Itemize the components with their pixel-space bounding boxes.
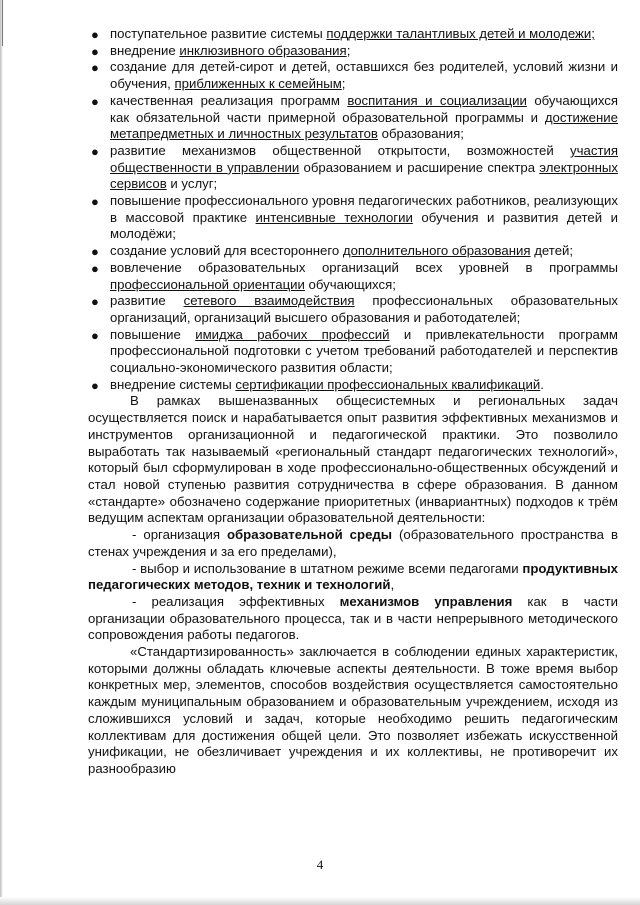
- list-item-text: повышение: [110, 326, 196, 342]
- aspect-text: ,: [390, 577, 395, 593]
- paragraph-standardization: «Стандартизированность» заключается в соблюдении единых характеристик, которыми должны обладать ключевые аспекты деятельности. В тоже время выбор конкретных мер, элементов, способов воздействия осуществляется самостоятельно каждым муниципальным образованием и образовательным учреждением, исходя из сложившихся условий и задач, которые необходимо решить педагогическим коллективам для достижения общей цели. Это позволяет избежать искусственной унификации, не обезличивает учреждения и их коллективы, не противоречит их разнообразию: [88, 644, 618, 776]
- underlined-text: приближенных к семейным: [174, 76, 342, 92]
- underlined-text: участия общественности в управлении: [110, 142, 618, 175]
- underlined-text: электронных сервисов: [110, 159, 618, 192]
- list-item: [88, 59, 618, 92]
- bullet-icon: ●: [91, 294, 99, 310]
- page-content: [88, 26, 618, 778]
- list-item-text: детей;: [530, 243, 574, 259]
- aspect-text: - выбор и использование в штатном режиме всеми педагогами: [132, 560, 523, 576]
- bullet-list: [88, 26, 618, 393]
- list-item-text: развитие механизмов общественной открытости, возможностей: [110, 142, 571, 158]
- list-item: [88, 377, 618, 394]
- list-item-text: повышение профессионального уровня педагогических работников, реализующих в массовой практике: [110, 193, 618, 225]
- list-item: [88, 327, 618, 377]
- list-item-text: .: [540, 376, 544, 392]
- underlined-text: сетевого взаимодействия: [183, 293, 355, 309]
- aspect-text: - реализация эффективных: [132, 593, 340, 609]
- list-item-text: образования;: [377, 126, 464, 142]
- underlined-text: достижение метапредметных и личностных результатов: [110, 109, 618, 142]
- list-item-text: и привлекательности программ профессиональной подготовки с учетом требований работодателей и перспектив социально-экономического развития области;: [110, 326, 618, 376]
- underlined-text: профессиональной ориентации: [110, 276, 305, 292]
- bullet-icon: ●: [91, 377, 99, 393]
- list-item-text: создание для детей-сирот и детей, оставшихся без родителей, условий жизни и обучения,: [110, 59, 618, 92]
- list-item-text: ;: [341, 76, 346, 92]
- list-item-text: внедрение: [110, 42, 180, 58]
- list-item-text: качественная реализация программ: [110, 92, 348, 108]
- underlined-text: интенсивные технологии: [255, 209, 413, 225]
- aspect-item-methods: [88, 561, 618, 594]
- aspect-bold-text: механизмов управления: [339, 593, 513, 609]
- list-item: [88, 293, 618, 326]
- bullet-icon: ●: [91, 194, 99, 210]
- list-item-text: образованием и расширение спектра: [299, 159, 540, 175]
- underlined-text: сертификации профессиональных квалификаций: [235, 376, 541, 392]
- aspect-text: - организация: [132, 527, 227, 543]
- aspect-text: как в части организации образовательного процесса, так и в части непрерывного методического сопровождения работы педагогов.: [88, 593, 618, 643]
- bullet-icon: ●: [91, 27, 99, 42]
- list-item-text: обучающихся как обязательной части примерной образовательной программы и: [110, 92, 619, 125]
- underlined-text: инклюзивного образования: [179, 42, 347, 58]
- bullet-icon: ●: [91, 43, 99, 59]
- scan-edge-bottom: [0, 897, 640, 905]
- aspect-item-environment: [88, 527, 618, 560]
- bullet-icon: ●: [91, 60, 99, 76]
- list-item: [88, 93, 618, 143]
- list-item-text: ;: [346, 42, 351, 58]
- aspect-bold-text: продуктивных педагогических методов, техник и технологий: [88, 560, 618, 593]
- list-item: [88, 193, 618, 243]
- list-item: [88, 260, 618, 293]
- list-item-text: и услуг;: [166, 176, 218, 192]
- list-item: [88, 43, 618, 60]
- underlined-text: дополнительного образования: [342, 243, 531, 259]
- bullet-icon: ●: [91, 143, 99, 159]
- bullet-icon: ●: [91, 327, 99, 343]
- underlined-text: поддержки талантливых детей и молодежи;: [326, 26, 595, 41]
- underlined-text: воспитания и социализации: [347, 92, 527, 108]
- aspect-item-management: [88, 594, 618, 644]
- underlined-text: имиджа рабочих профессий: [195, 326, 390, 342]
- aspect-text: (образовательного пространства в стенах учреждения и за его пределами),: [88, 527, 618, 559]
- list-item-text: внедрение системы: [110, 376, 236, 392]
- scan-edge-left: [0, 0, 3, 905]
- list-item-text: вовлечение образовательных организаций всех уровней в программы: [110, 259, 618, 275]
- list-item-text: развитие: [110, 293, 184, 309]
- list-item: [88, 143, 618, 193]
- bullet-icon: ●: [91, 244, 99, 260]
- bullet-icon: ●: [91, 93, 99, 109]
- list-item-text: обучения и развития детей и молодёжи;: [110, 209, 618, 242]
- list-item: [88, 26, 618, 43]
- bullet-icon: ●: [91, 260, 99, 276]
- list-item: [88, 243, 618, 260]
- list-item-text: обучающихся;: [304, 276, 396, 292]
- scan-mark: [2, 0, 3, 46]
- list-item-text: профессиональных образовательных организаций, организаций высшего образования и работодателей;: [110, 293, 619, 325]
- list-item-text: создание условий для всестороннего: [110, 243, 343, 259]
- aspect-bold-text: образовательной среды: [226, 527, 393, 543]
- paragraph-intro: В рамках вышеназванных общесистемных и региональных задач осуществляется поиск и нарабатывается опыт развития эффективных механизмов и инструментов организационной и педагогической практики. Это позволило выработать так называемый «региональный стандарт педагогических технологий», который был сформулирован в ходе профессионально-общественных обсуждений и стал новой ступенью развития сотрудничества в сфере образования. В данном «стандарте» обозначено содержание приоритетных (инвариантных) подходов к трём ведущим аспектам организации образовательной деятельности:: [88, 393, 618, 526]
- list-item-text: поступательное развитие системы: [110, 26, 327, 41]
- page-number: 4: [316, 857, 324, 872]
